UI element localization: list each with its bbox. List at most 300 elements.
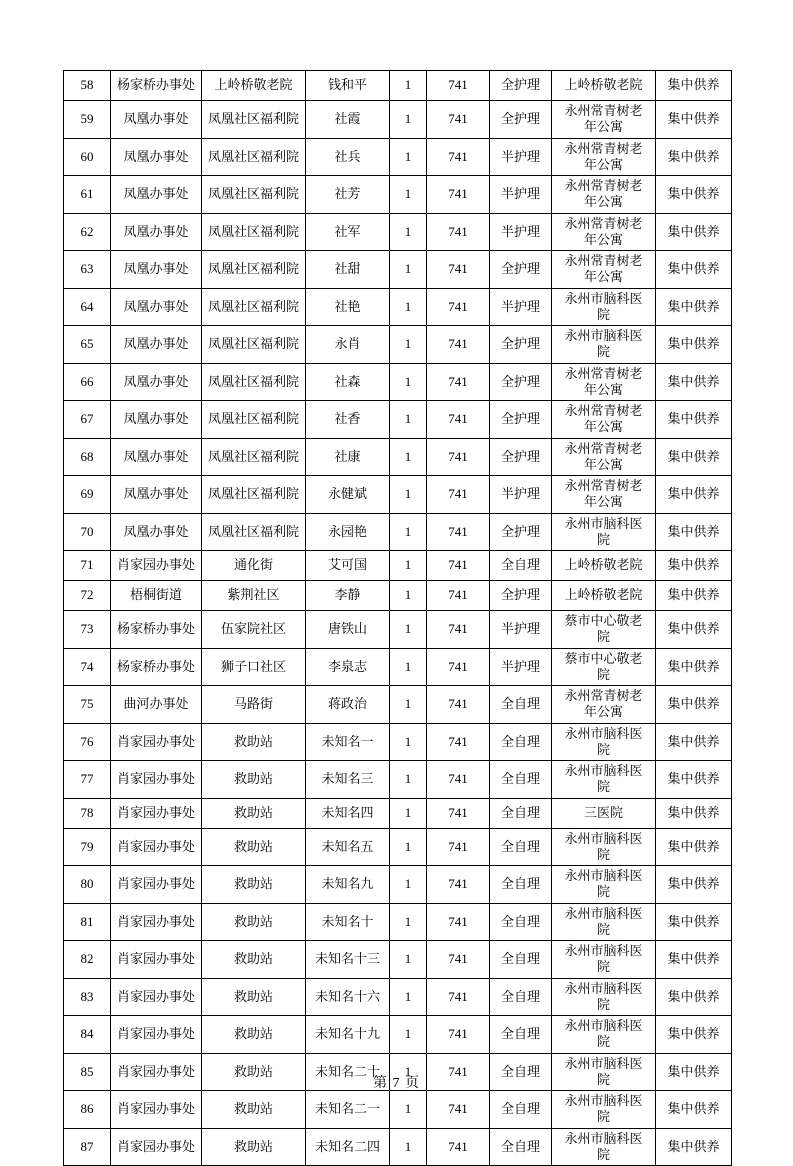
cell-index: 84 <box>64 1016 111 1054</box>
cell-institution: 伍家院社区 <box>202 611 306 649</box>
cell-index: 76 <box>64 723 111 761</box>
cell-institution: 凤凰社区福利院 <box>202 101 306 139</box>
cell-amount: 741 <box>427 551 490 581</box>
cell-name: 社霞 <box>306 101 390 139</box>
cell-index: 83 <box>64 978 111 1016</box>
cell-care-level: 全自理 <box>490 978 552 1016</box>
cell-office: 肖家园办事处 <box>111 1128 202 1166</box>
cell-name: 李静 <box>306 581 390 611</box>
table-row <box>64 1091 732 1129</box>
cell-count: 1 <box>390 1128 427 1166</box>
cell-count: 1 <box>390 866 427 904</box>
cell-index: 62 <box>64 213 111 251</box>
cell-facility <box>552 1016 656 1054</box>
cell-office: 凤凰办事处 <box>111 101 202 139</box>
cell-care-level: 全护理 <box>490 326 552 364</box>
cell-institution: 救助站 <box>202 828 306 866</box>
cell-facility <box>552 401 656 439</box>
cell-support-type: 集中供养 <box>656 611 732 649</box>
cell-name: 未知名四 <box>306 798 390 828</box>
cell-support-type: 集中供养 <box>656 71 732 101</box>
cell-facility <box>552 978 656 1016</box>
cell-facility <box>552 761 656 799</box>
cell-office: 凤凰办事处 <box>111 251 202 289</box>
cell-facility-text: 蔡市中心敬老院 <box>564 613 643 645</box>
cell-office: 凤凰办事处 <box>111 363 202 401</box>
cell-facility <box>552 723 656 761</box>
cell-name: 未知名一 <box>306 723 390 761</box>
cell-amount: 741 <box>427 326 490 364</box>
cell-office: 杨家桥办事处 <box>111 648 202 686</box>
cell-facility-text: 上岭桥敬老院 <box>564 587 643 603</box>
cell-facility-text: 永州常青树老年公寓 <box>564 140 643 172</box>
cell-facility <box>552 581 656 611</box>
cell-index: 60 <box>64 138 111 176</box>
cell-facility-text: 永州市脑科医院 <box>564 980 643 1012</box>
cell-institution: 上岭桥敬老院 <box>202 71 306 101</box>
cell-facility-text: 永州常青树老年公寓 <box>564 178 643 210</box>
cell-index: 79 <box>64 828 111 866</box>
cell-office: 肖家园办事处 <box>111 798 202 828</box>
cell-facility-text: 永州市脑科医院 <box>564 1093 643 1125</box>
data-table <box>63 70 732 1166</box>
cell-name: 未知名三 <box>306 761 390 799</box>
cell-index: 63 <box>64 251 111 289</box>
cell-count: 1 <box>390 798 427 828</box>
cell-support-type: 集中供养 <box>656 1053 732 1091</box>
cell-amount: 741 <box>427 476 490 514</box>
cell-support-type: 集中供养 <box>656 941 732 979</box>
cell-institution: 凤凰社区福利院 <box>202 438 306 476</box>
cell-amount: 741 <box>427 903 490 941</box>
cell-amount: 741 <box>427 828 490 866</box>
cell-office: 肖家园办事处 <box>111 1016 202 1054</box>
cell-support-type: 集中供养 <box>656 363 732 401</box>
cell-amount: 741 <box>427 941 490 979</box>
cell-care-level: 全护理 <box>490 101 552 139</box>
cell-amount: 741 <box>427 363 490 401</box>
cell-office: 肖家园办事处 <box>111 723 202 761</box>
cell-care-level: 全护理 <box>490 581 552 611</box>
cell-facility-text: 三医院 <box>583 804 623 820</box>
cell-institution: 凤凰社区福利院 <box>202 476 306 514</box>
cell-index: 72 <box>64 581 111 611</box>
cell-count: 1 <box>390 978 427 1016</box>
cell-name: 社森 <box>306 363 390 401</box>
cell-name: 李泉志 <box>306 648 390 686</box>
cell-office: 肖家园办事处 <box>111 866 202 904</box>
cell-facility <box>552 1091 656 1129</box>
cell-amount: 741 <box>427 1016 490 1054</box>
cell-amount: 741 <box>427 513 490 551</box>
cell-facility <box>552 101 656 139</box>
cell-care-level: 半护理 <box>490 288 552 326</box>
cell-support-type: 集中供养 <box>656 513 732 551</box>
cell-institution: 救助站 <box>202 798 306 828</box>
cell-institution: 救助站 <box>202 1091 306 1129</box>
cell-facility-text: 永州市脑科医院 <box>564 830 643 862</box>
table-row <box>64 551 732 581</box>
cell-count: 1 <box>390 251 427 289</box>
cell-support-type: 集中供养 <box>656 581 732 611</box>
cell-support-type: 集中供养 <box>656 761 732 799</box>
cell-facility <box>552 288 656 326</box>
cell-amount: 741 <box>427 611 490 649</box>
cell-name: 社香 <box>306 401 390 439</box>
cell-index: 85 <box>64 1053 111 1091</box>
cell-facility <box>552 1128 656 1166</box>
cell-facility <box>552 648 656 686</box>
cell-facility-text: 永州市脑科医院 <box>564 328 643 360</box>
cell-institution: 救助站 <box>202 1128 306 1166</box>
cell-office: 肖家园办事处 <box>111 828 202 866</box>
cell-support-type: 集中供养 <box>656 1016 732 1054</box>
cell-amount: 741 <box>427 978 490 1016</box>
table-row <box>64 1016 732 1054</box>
cell-count: 1 <box>390 1053 427 1091</box>
cell-facility-text: 永州市脑科医院 <box>564 515 643 547</box>
cell-count: 1 <box>390 138 427 176</box>
cell-facility <box>552 941 656 979</box>
cell-office: 杨家桥办事处 <box>111 71 202 101</box>
cell-support-type: 集中供养 <box>656 903 732 941</box>
cell-office: 凤凰办事处 <box>111 138 202 176</box>
cell-index: 87 <box>64 1128 111 1166</box>
cell-support-type: 集中供养 <box>656 251 732 289</box>
cell-care-level: 半护理 <box>490 138 552 176</box>
cell-amount: 741 <box>427 723 490 761</box>
cell-care-level: 全护理 <box>490 401 552 439</box>
cell-facility-text: 永州市脑科医院 <box>564 290 643 322</box>
cell-support-type: 集中供养 <box>656 648 732 686</box>
cell-amount: 741 <box>427 1053 490 1091</box>
cell-office: 杨家桥办事处 <box>111 611 202 649</box>
cell-index: 77 <box>64 761 111 799</box>
cell-amount: 741 <box>427 138 490 176</box>
cell-amount: 741 <box>427 798 490 828</box>
cell-facility-text: 永州市脑科医院 <box>564 1130 643 1162</box>
cell-name: 永肖 <box>306 326 390 364</box>
cell-name: 钱和平 <box>306 71 390 101</box>
cell-index: 80 <box>64 866 111 904</box>
cell-facility <box>552 903 656 941</box>
cell-count: 1 <box>390 101 427 139</box>
cell-institution: 凤凰社区福利院 <box>202 326 306 364</box>
cell-office: 凤凰办事处 <box>111 213 202 251</box>
cell-care-level: 全护理 <box>490 363 552 401</box>
cell-amount: 741 <box>427 1091 490 1129</box>
cell-name: 社兵 <box>306 138 390 176</box>
cell-name: 未知名二十 <box>306 1053 390 1091</box>
cell-care-level: 半护理 <box>490 648 552 686</box>
cell-care-level: 全自理 <box>490 761 552 799</box>
cell-support-type: 集中供养 <box>656 476 732 514</box>
cell-care-level: 半护理 <box>490 611 552 649</box>
page-footer <box>0 1072 793 1092</box>
cell-office: 凤凰办事处 <box>111 288 202 326</box>
cell-facility <box>552 551 656 581</box>
cell-office: 肖家园办事处 <box>111 761 202 799</box>
cell-index: 73 <box>64 611 111 649</box>
cell-support-type: 集中供养 <box>656 798 732 828</box>
cell-amount: 741 <box>427 71 490 101</box>
cell-amount: 741 <box>427 438 490 476</box>
cell-care-level: 全护理 <box>490 251 552 289</box>
cell-amount: 741 <box>427 648 490 686</box>
cell-care-level: 全护理 <box>490 513 552 551</box>
cell-support-type: 集中供养 <box>656 1091 732 1129</box>
cell-count: 1 <box>390 828 427 866</box>
cell-name: 社康 <box>306 438 390 476</box>
cell-care-level: 全自理 <box>490 1016 552 1054</box>
cell-facility-text: 永州市脑科医院 <box>564 1055 643 1087</box>
cell-office: 肖家园办事处 <box>111 1091 202 1129</box>
table-row <box>64 581 732 611</box>
cell-institution: 凤凰社区福利院 <box>202 251 306 289</box>
cell-care-level: 全自理 <box>490 686 552 724</box>
cell-amount: 741 <box>427 176 490 214</box>
cell-care-level: 半护理 <box>490 213 552 251</box>
cell-institution: 救助站 <box>202 903 306 941</box>
cell-support-type: 集中供养 <box>656 551 732 581</box>
cell-care-level: 全自理 <box>490 1128 552 1166</box>
cell-support-type: 集中供养 <box>656 828 732 866</box>
cell-facility-text: 永州市脑科医院 <box>564 763 643 795</box>
cell-care-level: 全自理 <box>490 866 552 904</box>
cell-facility-text: 蔡市中心敬老院 <box>564 650 643 682</box>
cell-name: 唐铁山 <box>306 611 390 649</box>
cell-facility-text: 永州市脑科医院 <box>564 905 643 937</box>
cell-amount: 741 <box>427 866 490 904</box>
cell-office: 肖家园办事处 <box>111 978 202 1016</box>
table-row <box>64 903 732 941</box>
cell-institution: 救助站 <box>202 941 306 979</box>
cell-name: 社甜 <box>306 251 390 289</box>
table-row <box>64 326 732 364</box>
cell-office: 曲河办事处 <box>111 686 202 724</box>
cell-support-type: 集中供养 <box>656 213 732 251</box>
cell-amount: 741 <box>427 401 490 439</box>
cell-care-level: 全自理 <box>490 828 552 866</box>
cell-name: 蒋政治 <box>306 686 390 724</box>
cell-support-type: 集中供养 <box>656 288 732 326</box>
cell-support-type: 集中供养 <box>656 866 732 904</box>
cell-care-level: 全自理 <box>490 723 552 761</box>
cell-index: 81 <box>64 903 111 941</box>
cell-institution: 救助站 <box>202 723 306 761</box>
cell-count: 1 <box>390 648 427 686</box>
cell-facility-text: 永州市脑科医院 <box>564 868 643 900</box>
cell-support-type: 集中供养 <box>656 438 732 476</box>
cell-office: 肖家园办事处 <box>111 551 202 581</box>
cell-support-type: 集中供养 <box>656 978 732 1016</box>
cell-facility-text: 永州市脑科医院 <box>564 1018 643 1050</box>
cell-facility <box>552 866 656 904</box>
cell-facility <box>552 326 656 364</box>
cell-facility <box>552 438 656 476</box>
cell-facility <box>552 798 656 828</box>
cell-name: 未知名二四 <box>306 1128 390 1166</box>
cell-amount: 741 <box>427 581 490 611</box>
table-row <box>64 941 732 979</box>
cell-count: 1 <box>390 71 427 101</box>
table-row <box>64 101 732 139</box>
cell-facility <box>552 213 656 251</box>
cell-support-type: 集中供养 <box>656 723 732 761</box>
cell-amount: 741 <box>427 101 490 139</box>
cell-care-level: 全自理 <box>490 798 552 828</box>
cell-facility-text: 永州常青树老年公寓 <box>564 103 643 135</box>
cell-count: 1 <box>390 401 427 439</box>
cell-office: 凤凰办事处 <box>111 476 202 514</box>
cell-index: 78 <box>64 798 111 828</box>
cell-office: 凤凰办事处 <box>111 513 202 551</box>
cell-amount: 741 <box>427 761 490 799</box>
cell-facility-text: 永州常青树老年公寓 <box>564 688 643 720</box>
cell-count: 1 <box>390 723 427 761</box>
cell-support-type: 集中供养 <box>656 176 732 214</box>
cell-institution: 凤凰社区福利院 <box>202 513 306 551</box>
cell-facility-text: 永州常青树老年公寓 <box>564 365 643 397</box>
cell-name: 社芳 <box>306 176 390 214</box>
table-row <box>64 138 732 176</box>
cell-count: 1 <box>390 551 427 581</box>
cell-institution: 通化街 <box>202 551 306 581</box>
cell-care-level: 全护理 <box>490 438 552 476</box>
cell-facility <box>552 828 656 866</box>
cell-support-type: 集中供养 <box>656 686 732 724</box>
cell-facility <box>552 686 656 724</box>
cell-care-level: 半护理 <box>490 176 552 214</box>
cell-index: 59 <box>64 101 111 139</box>
cell-institution: 紫荆社区 <box>202 581 306 611</box>
cell-name: 未知名十 <box>306 903 390 941</box>
table-row <box>64 251 732 289</box>
cell-institution: 凤凰社区福利院 <box>202 138 306 176</box>
cell-institution: 狮子口社区 <box>202 648 306 686</box>
cell-count: 1 <box>390 326 427 364</box>
cell-name: 艾可国 <box>306 551 390 581</box>
cell-facility-text: 永州常青树老年公寓 <box>564 478 643 510</box>
cell-amount: 741 <box>427 251 490 289</box>
table-row <box>64 401 732 439</box>
cell-name: 未知名十三 <box>306 941 390 979</box>
cell-index: 66 <box>64 363 111 401</box>
cell-name: 未知名十九 <box>306 1016 390 1054</box>
cell-support-type: 集中供养 <box>656 101 732 139</box>
cell-amount: 741 <box>427 686 490 724</box>
cell-name: 社军 <box>306 213 390 251</box>
cell-office: 梧桐街道 <box>111 581 202 611</box>
cell-amount: 741 <box>427 213 490 251</box>
table-row <box>64 438 732 476</box>
table-row <box>64 176 732 214</box>
cell-facility <box>552 611 656 649</box>
table-row <box>64 761 732 799</box>
table-row <box>64 723 732 761</box>
cell-count: 1 <box>390 288 427 326</box>
cell-institution: 马路街 <box>202 686 306 724</box>
cell-index: 67 <box>64 401 111 439</box>
cell-care-level: 全自理 <box>490 1091 552 1129</box>
cell-name: 未知名二一 <box>306 1091 390 1129</box>
cell-institution: 凤凰社区福利院 <box>202 176 306 214</box>
cell-amount: 741 <box>427 288 490 326</box>
cell-facility <box>552 363 656 401</box>
table-row <box>64 828 732 866</box>
cell-facility-text: 永州市脑科医院 <box>564 725 643 757</box>
cell-facility-text: 上岭桥敬老院 <box>564 557 643 573</box>
cell-facility <box>552 513 656 551</box>
cell-office: 凤凰办事处 <box>111 401 202 439</box>
cell-office: 肖家园办事处 <box>111 1053 202 1091</box>
cell-facility <box>552 71 656 101</box>
cell-facility <box>552 476 656 514</box>
cell-facility <box>552 176 656 214</box>
cell-facility-text: 永州常青树老年公寓 <box>564 253 643 285</box>
cell-amount: 741 <box>427 1128 490 1166</box>
cell-facility <box>552 251 656 289</box>
cell-care-level: 全自理 <box>490 941 552 979</box>
table-row <box>64 213 732 251</box>
cell-support-type: 集中供养 <box>656 401 732 439</box>
cell-count: 1 <box>390 513 427 551</box>
cell-institution: 救助站 <box>202 1016 306 1054</box>
cell-institution: 凤凰社区福利院 <box>202 213 306 251</box>
cell-index: 64 <box>64 288 111 326</box>
cell-index: 68 <box>64 438 111 476</box>
table-row <box>64 798 732 828</box>
cell-count: 1 <box>390 761 427 799</box>
cell-support-type: 集中供养 <box>656 326 732 364</box>
table-row <box>64 648 732 686</box>
cell-care-level: 全自理 <box>490 1053 552 1091</box>
cell-name: 未知名五 <box>306 828 390 866</box>
cell-care-level: 半护理 <box>490 476 552 514</box>
cell-count: 1 <box>390 438 427 476</box>
cell-institution: 凤凰社区福利院 <box>202 363 306 401</box>
table-row <box>64 71 732 101</box>
cell-care-level: 全自理 <box>490 903 552 941</box>
cell-index: 70 <box>64 513 111 551</box>
table-body <box>64 71 732 1166</box>
table-row <box>64 476 732 514</box>
cell-institution: 救助站 <box>202 978 306 1016</box>
cell-count: 1 <box>390 686 427 724</box>
cell-index: 58 <box>64 71 111 101</box>
cell-care-level: 全自理 <box>490 551 552 581</box>
cell-facility-text: 永州常青树老年公寓 <box>564 440 643 472</box>
cell-name: 永园艳 <box>306 513 390 551</box>
cell-count: 1 <box>390 363 427 401</box>
table-row <box>64 1128 732 1166</box>
cell-institution: 凤凰社区福利院 <box>202 401 306 439</box>
cell-institution: 凤凰社区福利院 <box>202 288 306 326</box>
page-number: 第 7 页 <box>373 1076 420 1091</box>
cell-institution: 救助站 <box>202 866 306 904</box>
cell-office: 凤凰办事处 <box>111 176 202 214</box>
cell-facility-text: 永州市脑科医院 <box>564 943 643 975</box>
cell-name: 未知名九 <box>306 866 390 904</box>
cell-name: 永健斌 <box>306 476 390 514</box>
cell-count: 1 <box>390 581 427 611</box>
table-row <box>64 978 732 1016</box>
cell-facility-text: 永州常青树老年公寓 <box>564 215 643 247</box>
cell-count: 1 <box>390 611 427 649</box>
table-row <box>64 363 732 401</box>
table-row <box>64 288 732 326</box>
cell-support-type: 集中供养 <box>656 138 732 176</box>
